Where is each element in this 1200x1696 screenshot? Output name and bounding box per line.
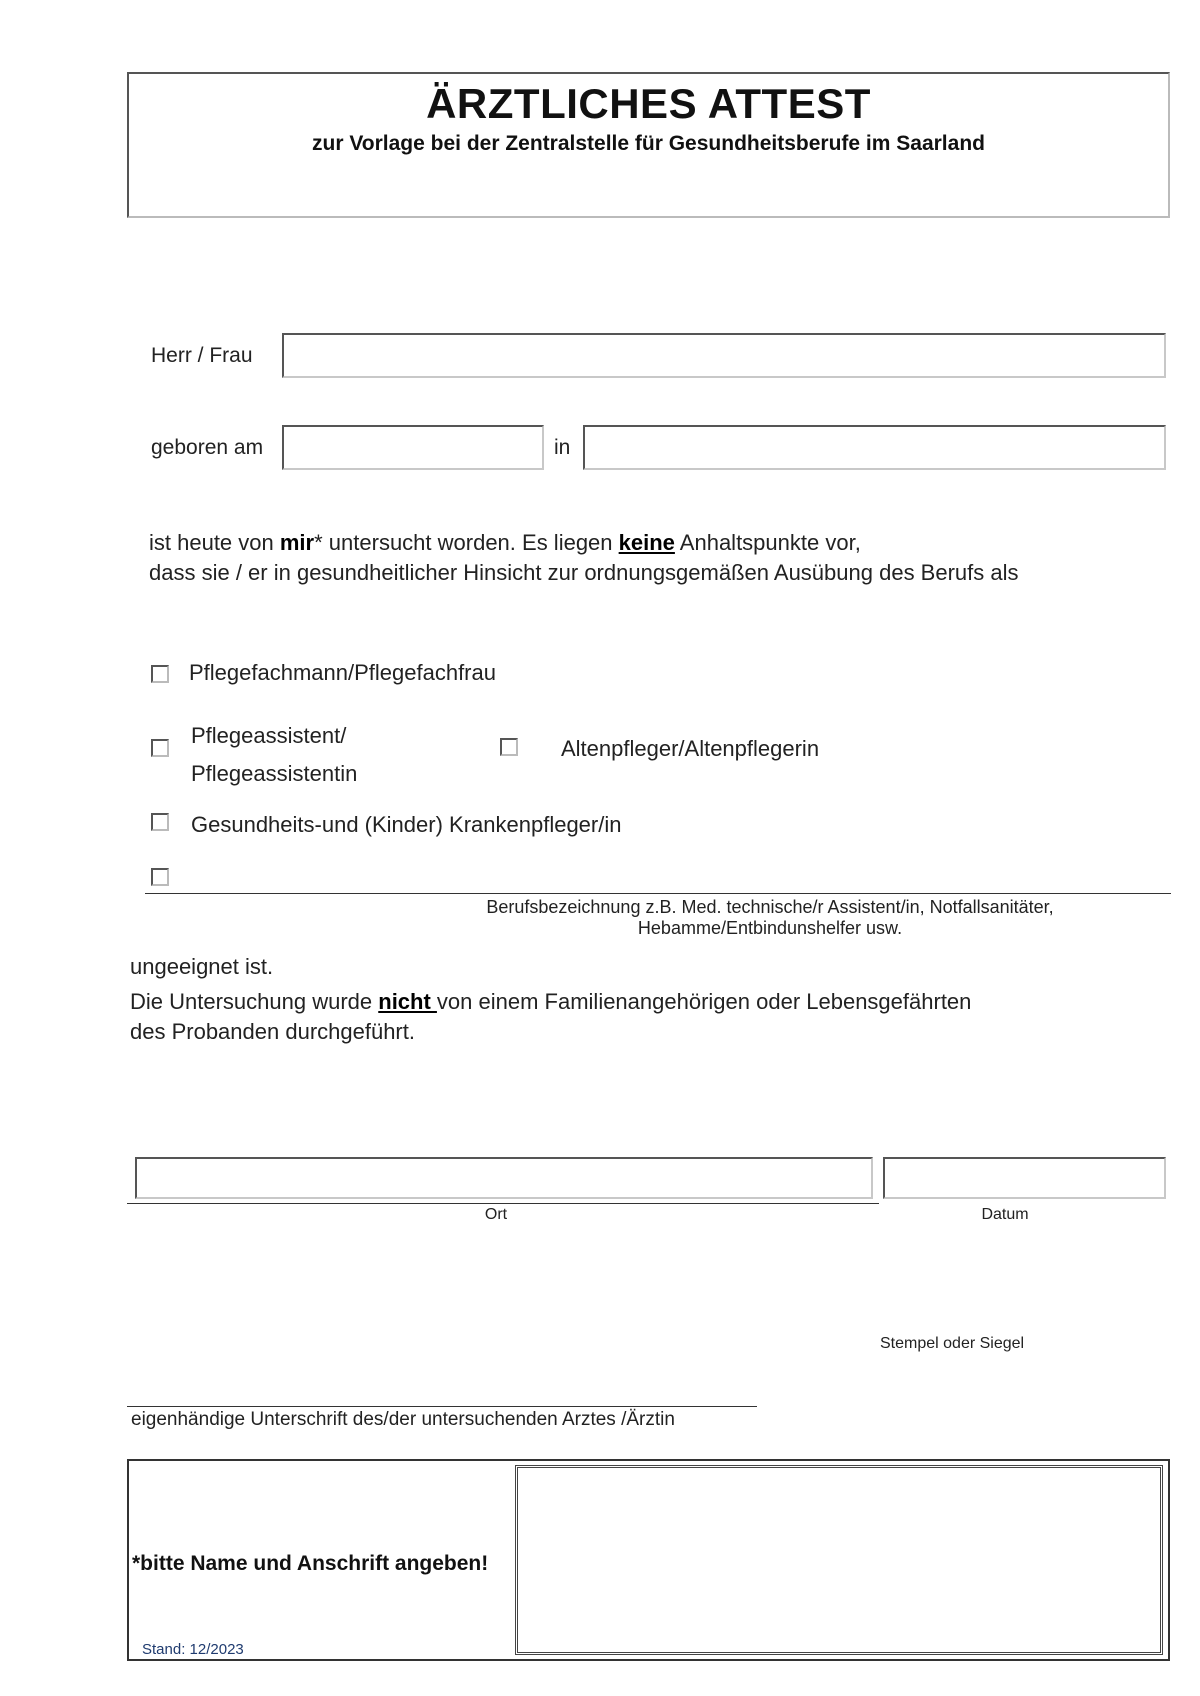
pflegefach-label: Pflegefachmann/Pflegefachfrau	[189, 660, 496, 685]
conclusion-nicht: nicht	[378, 989, 437, 1014]
checkbox-other-profession[interactable]	[151, 868, 169, 886]
other-profession-hint	[400, 897, 1140, 939]
checkbox-gesundheit[interactable]	[151, 813, 169, 831]
address-input[interactable]	[515, 1465, 1163, 1655]
statement-paragraph	[149, 528, 1169, 588]
signature-line	[127, 1406, 757, 1407]
address-prompt: *bitte Name und Anschrift angeben!	[132, 1552, 489, 1575]
checkbox-pflegefach[interactable]	[151, 665, 169, 683]
other-profession-line	[145, 893, 1171, 894]
conclusion-text-1: Die Untersuchung wurde	[130, 989, 379, 1014]
statement-text-2: * untersucht worden. Es liegen	[314, 530, 619, 555]
pflegeassistent-label-line-1: Pflegeassistent/	[191, 723, 347, 748]
document-title: ÄRZTLICHES ATTEST	[426, 80, 871, 127]
other-hint-line-2: Hebamme/Entbindunshelfer usw.	[637, 918, 903, 938]
checkbox-pflegeassistent[interactable]	[151, 739, 169, 757]
statement-line-1	[149, 528, 1169, 558]
other-hint-line-1: Berufsbezeichnung z.B. Med. technische/r Assistent/in, Notfallsanitäter,	[486, 897, 1054, 917]
conclusion-text-2: von einem Familienangehörigen oder Lebensgefährten	[436, 989, 972, 1014]
header-box	[127, 72, 1170, 218]
datum-input[interactable]	[883, 1157, 1166, 1199]
statement-text-3: Anhaltspunkte vor,	[674, 530, 861, 555]
name-label: Herr / Frau	[151, 344, 253, 367]
other-profession-input[interactable]	[185, 856, 1169, 892]
birthplace-input[interactable]	[583, 425, 1166, 470]
ort-input[interactable]	[135, 1157, 873, 1199]
in-label: in	[554, 436, 571, 459]
document-subtitle: zur Vorlage bei der Zentralstelle für Gesundheitsberufe im Saarland	[312, 132, 985, 155]
ort-line	[127, 1203, 879, 1204]
statement-text-1: ist heute von	[149, 530, 280, 555]
name-input[interactable]	[282, 333, 1166, 378]
checkbox-altenpfleger[interactable]	[500, 738, 518, 756]
signature-label: eigenhändige Unterschrift des/der untersuchenden Arztes /Ärztin	[131, 1409, 675, 1430]
gesundheit-label: Gesundheits-und (Kinder) Krankenpfleger/in	[191, 812, 622, 837]
born-label: geboren am	[151, 436, 264, 459]
altenpfleger-label: Altenpfleger/Altenpflegerin	[561, 736, 820, 761]
statement-mir: mir	[279, 530, 315, 555]
datum-label: Datum	[981, 1206, 1029, 1223]
conclusion-line-1	[130, 987, 1150, 1017]
statement-keine: keine	[618, 530, 675, 555]
pflegeassistent-label-line-2: Pflegeassistentin	[191, 761, 358, 786]
conclusion-paragraph	[130, 987, 1150, 1047]
conclusion-line-2: des Probanden durchgeführt.	[130, 1019, 415, 1044]
stempel-label: Stempel oder Siegel	[880, 1335, 1025, 1352]
birthdate-input[interactable]	[282, 425, 544, 470]
stand-label: Stand: 12/2023	[142, 1641, 244, 1658]
ort-label: Ort	[484, 1206, 508, 1223]
statement-line-2: dass sie / er in gesundheitlicher Hinsicht zur ordnungsgemäßen Ausübung des Berufs als	[149, 560, 1019, 585]
ungeeignet-text: ungeeignet ist.	[130, 954, 274, 979]
